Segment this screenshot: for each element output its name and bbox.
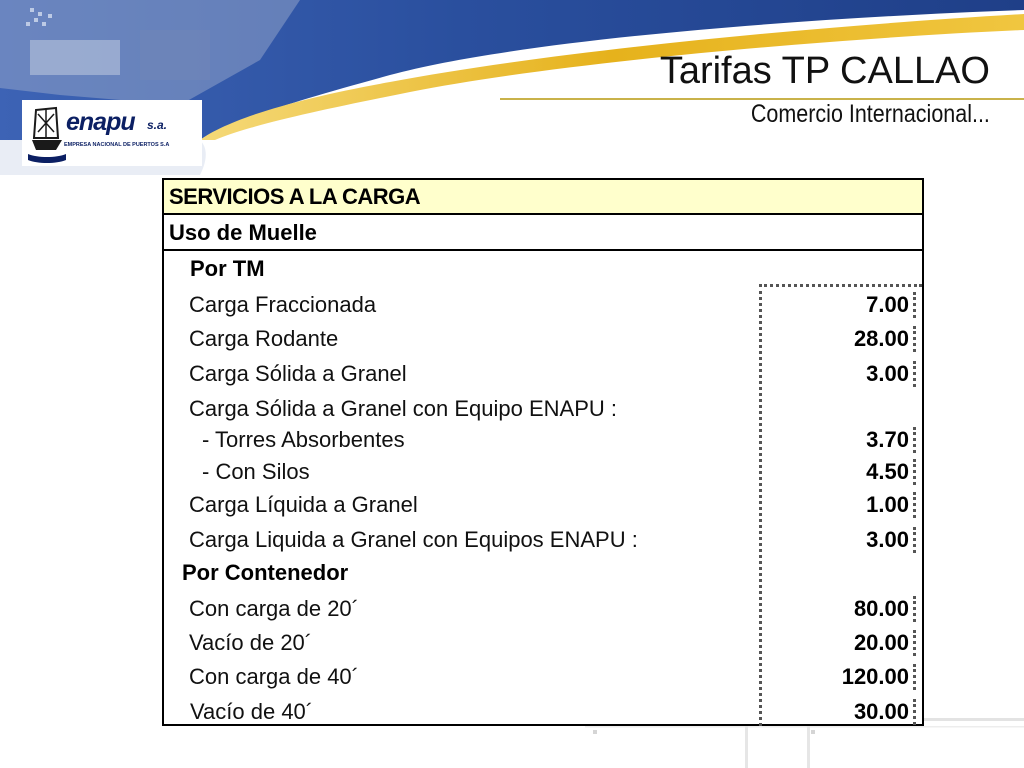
table-header-label: SERVICIOS A LA CARGA — [169, 184, 421, 209]
table-row — [164, 658, 922, 692]
table-row — [164, 486, 922, 520]
table-header — [164, 180, 922, 215]
table-row — [164, 320, 922, 354]
table-row — [164, 421, 922, 455]
row-label: Con carga de 40´ — [189, 664, 359, 689]
page-subtitle: Comercio Internacional... — [751, 100, 990, 128]
row-value: 7.00 — [866, 292, 916, 318]
row-label: Con carga de 20´ — [189, 596, 359, 621]
row-label: Carga Rodante — [189, 326, 339, 351]
row-value: 30.00 — [854, 699, 916, 725]
row-value: 28.00 — [854, 326, 916, 352]
row-value: 3.70 — [866, 427, 916, 453]
row-value: 1.00 — [866, 492, 916, 518]
logo-suffix: s.a. — [147, 118, 168, 132]
table-row — [164, 521, 922, 555]
row-label: Vacío de 40´ — [190, 699, 314, 724]
section-heading — [164, 252, 922, 286]
ship-emblem-icon — [26, 102, 68, 164]
row-value: 80.00 — [854, 596, 916, 622]
section-title-por-tm: Por TM — [190, 256, 265, 281]
logo-wordmark: enapu — [66, 108, 135, 136]
row-label: Vacío de 20´ — [189, 630, 313, 655]
row-value: 3.00 — [866, 527, 916, 553]
row-label: Carga Sólida a Granel con Equipo ENAPU : — [189, 396, 618, 421]
section-heading — [164, 556, 922, 590]
enapu-logo — [22, 100, 202, 166]
row-value: 3.00 — [866, 361, 916, 387]
table-subheader — [164, 215, 922, 251]
row-label: Carga Fraccionada — [189, 292, 377, 317]
row-label: Carga Líquida a Granel — [189, 492, 418, 517]
table-row — [164, 590, 922, 624]
row-label: - Torres Absorbentes — [202, 427, 405, 452]
table-row — [164, 390, 922, 424]
table-subheader-label: Uso de Muelle — [169, 220, 317, 245]
tariff-table — [162, 178, 924, 726]
row-label: - Con Silos — [202, 459, 310, 484]
row-value: 120.00 — [842, 664, 916, 690]
table-row — [164, 624, 922, 658]
row-label: Carga Liquida a Granel con Equipos ENAPU : — [189, 527, 638, 552]
section-title-por-contenedor: Por Contenedor — [182, 560, 349, 585]
logo-tagline: EMPRESA NACIONAL DE PUERTOS S.A — [64, 142, 170, 148]
row-label: Carga Sólida a Granel — [189, 361, 407, 386]
row-value: 20.00 — [854, 630, 916, 656]
table-row — [164, 693, 922, 727]
row-value: 4.50 — [866, 459, 916, 485]
table-row — [164, 286, 922, 320]
table-row — [164, 453, 922, 487]
table-row — [164, 355, 922, 389]
page-title: Tarifas TP CALLAO — [659, 50, 990, 92]
